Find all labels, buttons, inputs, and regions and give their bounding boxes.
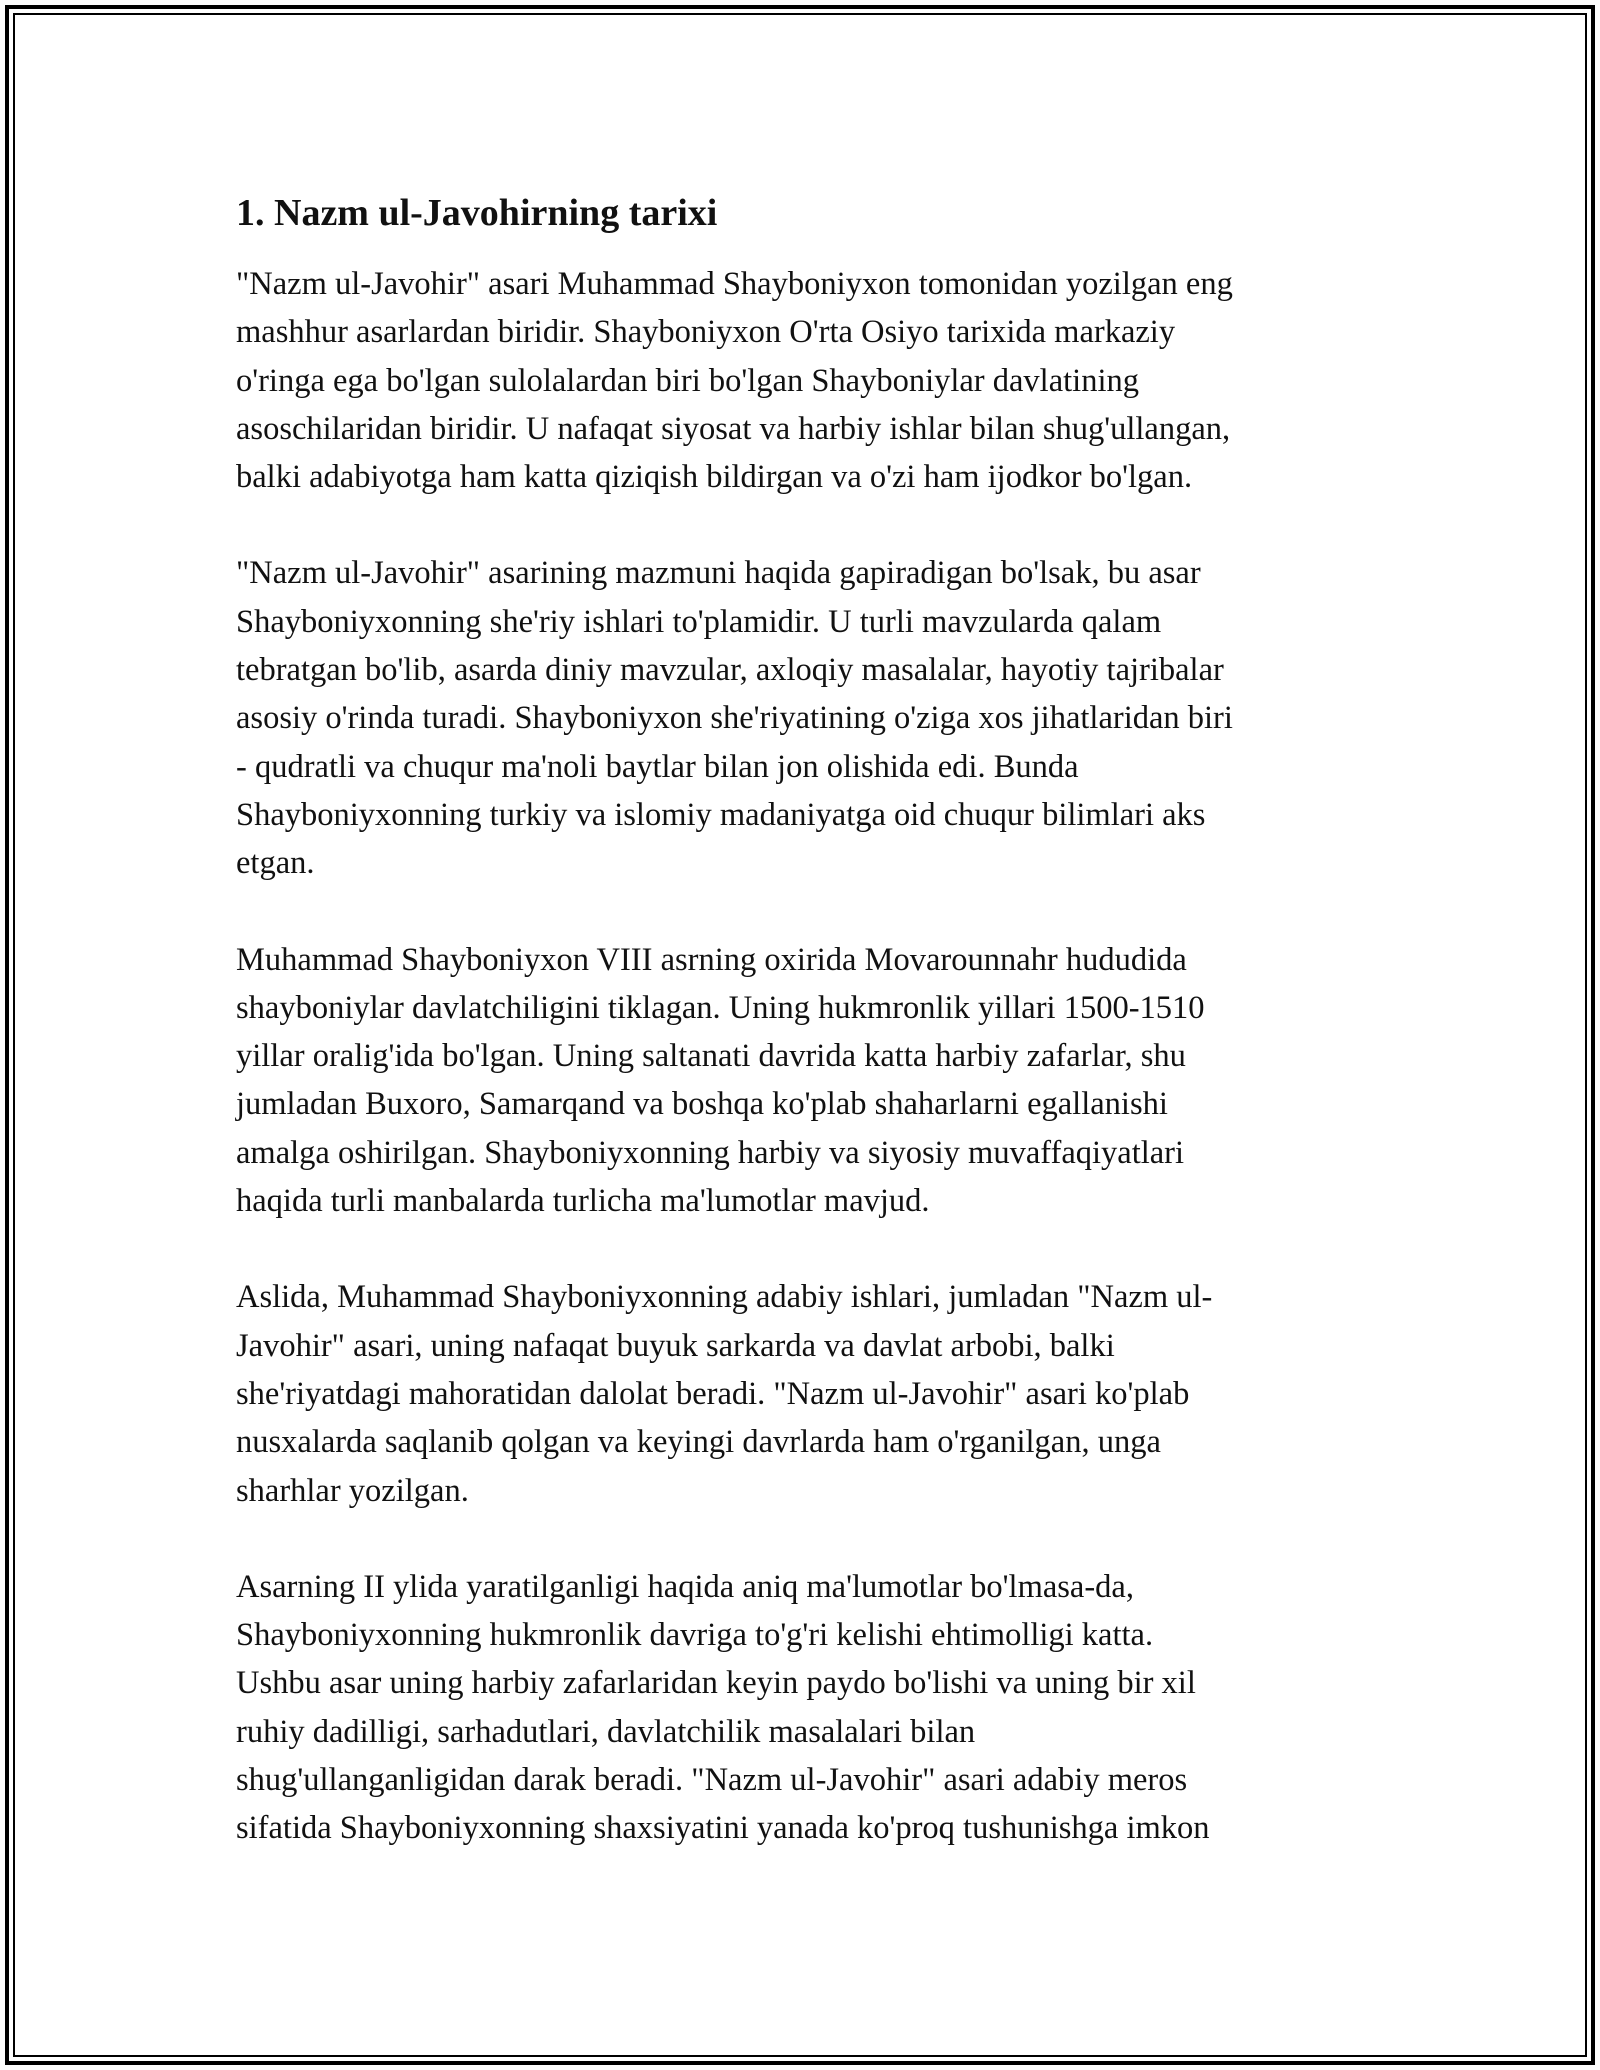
text-line: - qudratli va chuqur ma'noli baytlar bilan jon olishida edi. Bunda xyxy=(236,748,1079,785)
text-line: Javohir" asari, uning nafaqat buyuk sarkarda va davlat arbobi, balki xyxy=(236,1327,1115,1364)
text-line: "Nazm ul-Javohir" asarining mazmuni haqida gapiradigan bo'lsak, bu asar xyxy=(236,555,1201,592)
text-line: amalga oshirilgan. Shayboniyxonning harbiy va siyosiy muvaffaqiyatlari xyxy=(236,1134,1185,1171)
text-line: asosiy o'rinda turadi. Shayboniyxon she'riyatining o'ziga xos jihatlaridan biri xyxy=(236,700,1233,737)
text-line: Shayboniyxonning hukmronlik davriga to'g'ri kelishi ehtimolligi katta. xyxy=(236,1617,1154,1654)
text-line: sifatida Shayboniyxonning shaxsiyatini yanada ko'proq tushunishga imkon xyxy=(236,1810,1210,1847)
text-line: yillar oralig'ida bo'lgan. Uning saltanati davrida katta harbiy zafarlar, shu xyxy=(236,1038,1186,1075)
text-line: shayboniylar davlatchiligini tiklagan. Uning hukmronlik yillari 1500-1510 xyxy=(236,989,1205,1026)
text-line: sharhlar yozilgan. xyxy=(236,1472,469,1509)
section-heading: 1. Nazm ul-Javohirning tarixi xyxy=(236,192,718,234)
text-line: ruhiy dadilligi, sarhadutlari, davlatchilik masalalari bilan xyxy=(236,1713,976,1750)
text-line: nusxalarda saqlanib qolgan va keyingi davrlarda ham o'rganilgan, unga xyxy=(236,1424,1161,1461)
paragraph-2 xyxy=(236,549,1376,887)
text-line: haqida turli manbalarda turlicha ma'lumotlar mavjud. xyxy=(236,1183,930,1220)
text-line: etgan. xyxy=(236,845,315,882)
paragraph-5 xyxy=(236,1563,1376,1853)
paragraph-1 xyxy=(236,260,1376,501)
text-line: Ushbu asar uning harbiy zafarlaridan keyin paydo bo'lishi va uning bir xil xyxy=(236,1665,1196,1702)
text-line: jumladan Buxoro, Samarqand va boshqa ko'plab shaharlarni egallanishi xyxy=(236,1086,1168,1123)
paragraph-4 xyxy=(236,1273,1376,1514)
document-body xyxy=(236,185,1376,1901)
paragraph-3 xyxy=(236,936,1376,1226)
text-line: Muhammad Shayboniyxon VIII asrning oxirida Movarounnahr hududida xyxy=(236,941,1187,978)
text-line: mashhur asarlardan biridir. Shayboniyxon O'rta Osiyo tarixida markaziy xyxy=(236,314,1176,351)
text-line: shug'ullanganligidan darak beradi. "Nazm ul-Javohir" asari adabiy meros xyxy=(236,1762,1188,1799)
text-line: o'ringa ega bo'lgan sulolalardan biri bo'lgan Shayboniylar davlatining xyxy=(236,362,1139,399)
text-line: tebratgan bo'lib, asarda diniy mavzular, axloqiy masalalar, hayotiy tajribalar xyxy=(236,652,1224,689)
text-line: Aslida, Muhammad Shayboniyxonning adabiy ishlari, jumladan "Nazm ul- xyxy=(236,1279,1213,1316)
text-line: Shayboniyxonning turkiy va islomiy madaniyatga oid chuqur bilimlari aks xyxy=(236,796,1206,833)
text-line: asoschilaridan biridir. U nafaqat siyosat va harbiy ishlar bilan shug'ullangan, xyxy=(236,410,1231,447)
text-line: balki adabiyotga ham katta qiziqish bildirgan va o'zi ham ijodkor bo'lgan. xyxy=(236,459,1193,496)
text-line: she'riyatdagi mahoratidan dalolat beradi. "Nazm ul-Javohir" asari ko'plab xyxy=(236,1375,1190,1412)
text-line: Shayboniyxonning she'riy ishlari to'plamidir. U turli mavzularda qalam xyxy=(236,603,1162,640)
text-line: Asarning II ylida yaratilganligi haqida aniq ma'lumotlar bo'lmasa-da, xyxy=(236,1568,1134,1605)
text-line: "Nazm ul-Javohir" asari Muhammad Shayboniyxon tomonidan yozilgan eng xyxy=(236,266,1233,302)
